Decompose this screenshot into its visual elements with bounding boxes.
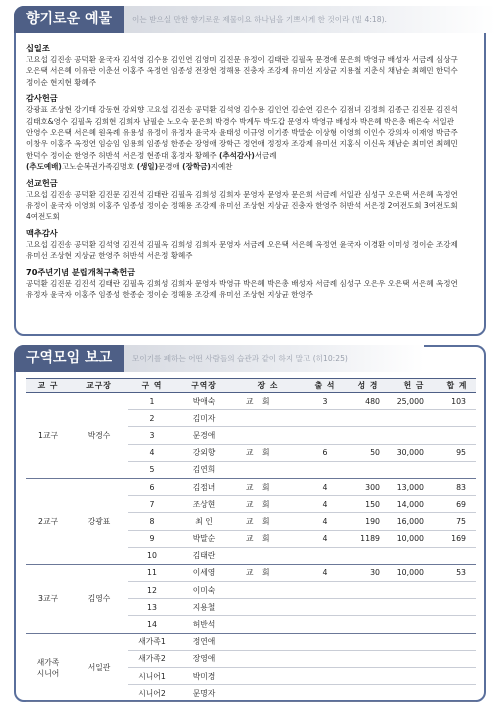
- offering-cell: [390, 599, 438, 616]
- offering-cell: [390, 461, 438, 478]
- zone-leader-cell: 정연애: [176, 633, 232, 650]
- attendance-cell: [304, 685, 346, 702]
- place-cell: 교 회: [232, 530, 304, 547]
- offering-cell: [390, 547, 438, 564]
- total-cell: 103: [438, 393, 476, 410]
- zone-number-cell: 10: [128, 547, 176, 564]
- attendance-cell: [304, 616, 346, 633]
- col-header: 구 역: [128, 379, 176, 393]
- total-cell: 95: [438, 444, 476, 461]
- place-cell: [232, 633, 304, 650]
- offering-cell: 30,000: [390, 444, 438, 461]
- place-cell: 교 회: [232, 564, 304, 581]
- bible-cell: [346, 410, 390, 427]
- zone-leader-cell: 장영애: [176, 650, 232, 667]
- section-title: 십일조: [26, 43, 50, 53]
- offering-header: [14, 6, 496, 33]
- attendance-cell: [304, 668, 346, 685]
- place-cell: [232, 668, 304, 685]
- memo-label-birthday: (생일): [136, 162, 159, 172]
- total-cell: 75: [438, 513, 476, 530]
- zone-leader-cell: 강외향: [176, 444, 232, 461]
- zone-leader-cell: 문명자: [176, 685, 232, 702]
- section-title: 맥추감사: [26, 227, 58, 238]
- zone-number-cell: 1: [128, 393, 176, 410]
- offering-cell: [390, 427, 438, 444]
- attendance-cell: [304, 599, 346, 616]
- offering-body: [26, 42, 476, 305]
- zone-number-cell: 시니어1: [128, 668, 176, 685]
- district-leader-cell: 박경수: [70, 393, 128, 479]
- zone-leader-cell: 김연희: [176, 461, 232, 478]
- offering-cell: 16,000: [390, 513, 438, 530]
- section-names-main: 강광표 조상현 강기태 강동현 강외향 고요섭 김진송 공덕환 김석영 김수용 김인연 김순연 김은수 김점녀 김정희 김종근 김진문 김진석 김태호&영수 김필옥 김희현 김희자 남필순 노오숙 문은희 박경수 박계두 박도갑 문영자 박영규 배성자 박은혜 박은총 배은숙 서일관 안영수 오은택 서은혜 원옥례 유용성 유정이 유정자 윤국자 윤태성 이규영 이기종 박말순 이상형 이영희 이인수 강의자 이재영 박금주 이창우 이홍주 옥정연 임승임 임용희 임종성 한종순 장영애 장학근 정연애 정정자 조강제 유미선 지홍식 이신옥 채남순 최미연 최혜민 한덕수 정이순 한영주 허반석 서은정 현종대 홍정자 황혜주: [26, 105, 458, 160]
- zone-number-cell: 4: [128, 444, 176, 461]
- place-cell: [232, 685, 304, 702]
- place-cell: [232, 410, 304, 427]
- section-title: 선교헌금: [26, 177, 58, 188]
- place-cell: 교 회: [232, 478, 304, 495]
- offering-subtitle: 이는 받으실 만한 향기로운 제물이요 하나님을 기쁘시게 한 것이라 (빌 4:18).: [124, 6, 496, 33]
- attendance-cell: 4: [304, 530, 346, 547]
- district-leader-cell: 김영수: [70, 564, 128, 633]
- zone-leader-cell: 박말순: [176, 530, 232, 547]
- total-cell: [438, 547, 476, 564]
- attendance-cell: 4: [304, 564, 346, 581]
- total-cell: [438, 582, 476, 599]
- total-cell: [438, 461, 476, 478]
- offering-title: 향기로운 예물: [14, 6, 124, 33]
- col-header: 합 계: [438, 379, 476, 393]
- district-leader-cell: 강광표: [70, 478, 128, 564]
- col-header: 헌 금: [390, 379, 438, 393]
- total-cell: 169: [438, 530, 476, 547]
- memo-names-memorial: 고노순복권가족김명호: [61, 162, 137, 172]
- col-header: 출 석: [304, 379, 346, 393]
- place-cell: [232, 427, 304, 444]
- total-cell: [438, 599, 476, 616]
- offering-section-tithe: [26, 42, 476, 88]
- bible-cell: [346, 668, 390, 685]
- zone-number-cell: 새가족1: [128, 633, 176, 650]
- memo-label-scholarship: (장학금): [182, 162, 211, 172]
- report-table: [26, 378, 476, 702]
- attendance-cell: [304, 650, 346, 667]
- zone-leader-cell: 김태란: [176, 547, 232, 564]
- memo-names-scholarship: 지예찬: [210, 162, 233, 172]
- district-cell: 3교구: [26, 564, 70, 633]
- place-cell: [232, 650, 304, 667]
- offering-cell: 14,000: [390, 496, 438, 513]
- col-header: 성 경: [346, 379, 390, 393]
- bible-cell: 1189: [346, 530, 390, 547]
- bible-cell: [346, 547, 390, 564]
- bible-cell: [346, 616, 390, 633]
- section-names: 공덕환 김진문 김진석 김태란 김필옥 김희성 김희자 문영자 박영규 박은혜 박은총 배성자 서금례 심성구 오은우 오은택 서은혜 옥정연 유정자 윤국자 이홍주 임종성 한종순 정이순 정해용 조강제 유미선 조상현 지상균 한영주: [26, 278, 458, 300]
- zone-leader-cell: 박애숙: [176, 393, 232, 410]
- table-row: [26, 393, 476, 410]
- zone-leader-cell: 허반석: [176, 616, 232, 633]
- zone-number-cell: 5: [128, 461, 176, 478]
- zone-number-cell: 13: [128, 599, 176, 616]
- report-header-row: [26, 379, 476, 393]
- place-cell: 교 회: [232, 393, 304, 410]
- total-cell: [438, 616, 476, 633]
- memo-names-chuseok: 서금례: [254, 150, 277, 160]
- place-cell: 교 회: [232, 444, 304, 461]
- offering-cell: [390, 616, 438, 633]
- bible-cell: 480: [346, 393, 390, 410]
- zone-leader-cell: 최 인: [176, 513, 232, 530]
- attendance-cell: [304, 633, 346, 650]
- total-cell: [438, 668, 476, 685]
- section-names: 고요섭 김진송 공덕환 김진문 김진석 김태란 김필옥 김희성 김희자 문영자 문영자 문은희 서금례 서일관 심성구 오은택 서은혜 옥정연 유정이 윤국자 이영희 이홍주 임종성 정이순 정해용 조강제 유미선 조상현 지상균 진충자 한영주 허반석 서은정 2여전도회 3여전도회 4여전도회: [26, 189, 458, 222]
- zone-number-cell: 2: [128, 410, 176, 427]
- total-cell: 69: [438, 496, 476, 513]
- col-header: 구역장: [176, 379, 232, 393]
- table-row: [26, 564, 476, 581]
- report-title: 구역모임 보고: [14, 345, 124, 372]
- offering-section-thanks: [26, 92, 476, 172]
- memo-names-birthday: 문경애: [158, 162, 183, 172]
- offering-cell: 10,000: [390, 564, 438, 581]
- report-panel: [14, 345, 486, 702]
- zone-leader-cell: 문경애: [176, 427, 232, 444]
- zone-number-cell: 7: [128, 496, 176, 513]
- zone-leader-cell: 김점녀: [176, 478, 232, 495]
- zone-number-cell: 14: [128, 616, 176, 633]
- attendance-cell: [304, 410, 346, 427]
- district-cell: 2교구: [26, 478, 70, 564]
- section-title: 감사헌금: [26, 93, 58, 104]
- attendance-cell: [304, 547, 346, 564]
- col-header: 교 구: [26, 379, 70, 393]
- attendance-cell: 4: [304, 478, 346, 495]
- bible-cell: [346, 599, 390, 616]
- memo-label-memorial: (추도예배): [26, 162, 62, 172]
- table-row: [26, 478, 476, 495]
- place-cell: [232, 616, 304, 633]
- zone-leader-cell: 지용철: [176, 599, 232, 616]
- attendance-cell: [304, 461, 346, 478]
- offering-section-harvest: [26, 227, 476, 262]
- bible-cell: 150: [346, 496, 390, 513]
- offering-cell: 10,000: [390, 530, 438, 547]
- district-leader-cell: 서일관: [70, 633, 128, 702]
- bible-cell: [346, 650, 390, 667]
- total-cell: 83: [438, 478, 476, 495]
- offering-cell: [390, 650, 438, 667]
- zone-number-cell: 6: [128, 478, 176, 495]
- attendance-cell: 3: [304, 393, 346, 410]
- zone-leader-cell: 김미자: [176, 410, 232, 427]
- bible-cell: [346, 633, 390, 650]
- offering-cell: [390, 685, 438, 702]
- section-title: 70주년기념 분립개척구축헌금: [26, 266, 136, 277]
- col-header: 장 소: [232, 379, 304, 393]
- total-cell: [438, 685, 476, 702]
- zone-number-cell: 3: [128, 427, 176, 444]
- zone-number-cell: 새가족2: [128, 650, 176, 667]
- zone-leader-cell: 이세영: [176, 564, 232, 581]
- offering-cell: [390, 633, 438, 650]
- section-names: 고요섭 김진송 공덕환 윤국자 김석영 김수용 김인연 김영미 김진문 유정이 김태란 김필옥 문경애 문은희 박영규 배성자 서금례 심상구 오은택 서은혜 이유란 이춘선 이홍주 옥정연 임종성 전장현 정해용 진충자 조강제 유미선 지상균 지용철 지춘식 채남순 최혜민 한덕수 정이순 현지현 황혜주: [26, 55, 458, 87]
- total-cell: [438, 427, 476, 444]
- report-header: [14, 345, 424, 372]
- zone-number-cell: 11: [128, 564, 176, 581]
- attendance-cell: 4: [304, 496, 346, 513]
- offering-cell: [390, 410, 438, 427]
- total-cell: [438, 633, 476, 650]
- report-subtitle: 모이기를 폐하는 어떤 사람들의 습관과 같이 하지 말고 (히10:25): [124, 345, 424, 372]
- total-cell: 53: [438, 564, 476, 581]
- zone-leader-cell: 조상현: [176, 496, 232, 513]
- attendance-cell: [304, 427, 346, 444]
- bible-cell: [346, 461, 390, 478]
- offering-cell: [390, 582, 438, 599]
- district-cell: 새가족 시니어: [26, 633, 70, 702]
- attendance-cell: [304, 582, 346, 599]
- col-header: 교구장: [70, 379, 128, 393]
- report-body: [26, 393, 476, 702]
- memo-label-chuseok: (추석감사): [218, 150, 255, 160]
- bible-cell: [346, 427, 390, 444]
- place-cell: 교 회: [232, 496, 304, 513]
- zone-number-cell: 시니어2: [128, 685, 176, 702]
- offering-cell: 25,000: [390, 393, 438, 410]
- place-cell: [232, 582, 304, 599]
- section-names: [26, 104, 476, 172]
- offering-cell: 13,000: [390, 478, 438, 495]
- bible-cell: 300: [346, 478, 390, 495]
- zone-number-cell: 9: [128, 530, 176, 547]
- bible-cell: [346, 582, 390, 599]
- zone-number-cell: 8: [128, 513, 176, 530]
- offering-section-anniversary: [26, 266, 476, 301]
- place-cell: 교 회: [232, 513, 304, 530]
- place-cell: [232, 599, 304, 616]
- section-names: 고요섭 김진송 공덕환 김석영 김진석 김필옥 김희성 김희자 문영자 서금례 오은택 서은혜 옥정연 윤국자 이경환 이미성 정이순 조강제 유미선 조상현 지상균 한영주 허반석 서은정 황혜주: [26, 239, 458, 261]
- place-cell: [232, 547, 304, 564]
- total-cell: [438, 650, 476, 667]
- offering-cell: [390, 668, 438, 685]
- district-cell: 1교구: [26, 393, 70, 479]
- attendance-cell: 6: [304, 444, 346, 461]
- zone-number-cell: 12: [128, 582, 176, 599]
- bible-cell: 50: [346, 444, 390, 461]
- bible-cell: 30: [346, 564, 390, 581]
- offering-panel: [14, 6, 486, 336]
- total-cell: [438, 410, 476, 427]
- zone-leader-cell: 박미경: [176, 668, 232, 685]
- offering-section-mission: [26, 177, 476, 223]
- bible-cell: 190: [346, 513, 390, 530]
- bible-cell: [346, 685, 390, 702]
- place-cell: [232, 461, 304, 478]
- table-row: [26, 633, 476, 650]
- attendance-cell: 4: [304, 513, 346, 530]
- zone-leader-cell: 이미숙: [176, 582, 232, 599]
